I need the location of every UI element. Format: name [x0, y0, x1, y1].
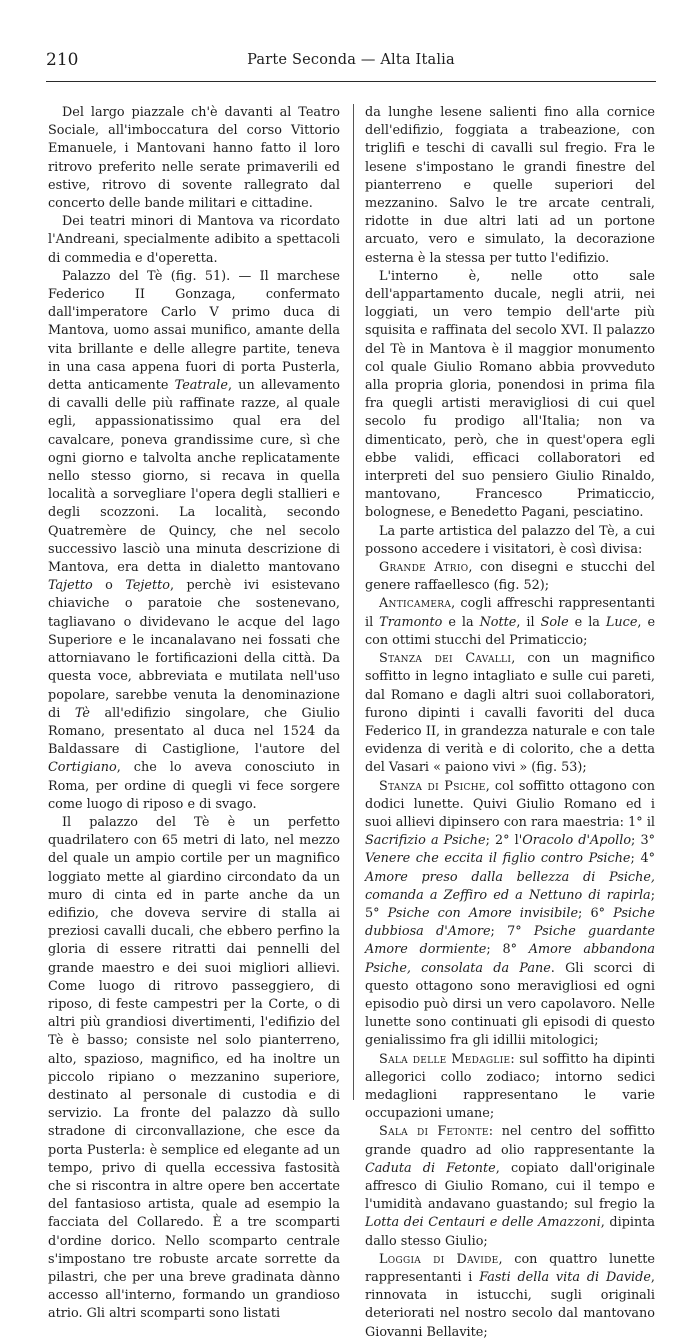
room-loggia-di-davide: Loggia di Davide, con quattro lunette rappresentanti i Fasti della vita di Davide, rinnovata in istucchi, sugli originali deteriorati nel nostro secolo dal mantovano Giovanni Bellavite;: [365, 1251, 656, 1340]
paragraph-palazzo-del-te-origin: Palazzo del Tè (fig. 51). — Il marchese Federico II Gonzaga, confermato dall'imperatore Carlo V primo duca di Mantova, uomo assai munifico, amante della vita brillante e delle allegre partite, teneva in una casa appena fuori di porta Pusterla, detta anticamente Teatrale, un allevamento di cavalli delle più raffinate razze, al quale egli, appassionatissimo qual era del cavalcare, poneva grandissime cure, sì che ogni giorno e talvolta anche replicatamente nello stesso giorno, si recava in quella località a sorvegliare l'opera degli stallieri e degli scozzoni. La località, secondo Quatremère de Quincy, che nel secolo successivo lasciò una minuta descrizione di Mantova, era detta in dialetto mantovano Tajetto o Tejetto, perchè ivi esistevano chiaviche o paratoie che sostenevano, tagliavano o dividevano le acque del lago Superiore e le incanalavano nei fossati che attorniavano le fortificazioni della città. Da questa voce, abbreviata e mutilata nell'uso popolare, sarebbe venuta la denominazione di Tè all'edifizio singolare, che Giulio Romano, presentato al duca nel 1524 da Baldassare di Castiglione, l'autore del Cortigiano, che lo aveva conosciuto in Roma, per ordine di quegli vi fece sorgere come luogo di riposo e di svago.: [48, 268, 341, 812]
left-column: [48, 104, 340, 1324]
page-number: 210: [46, 50, 79, 70]
right-column: [365, 104, 655, 1342]
paragraph-teatro-sociale: Del largo piazzale ch'è davanti al Teatro Sociale, all'imboccatura del corso Vittorio Emanuele, i Mantovani hanno fatto il loro ritrovo preferito nelle serate primaverili ed estive, ritrovo di sovente rallegrato dal concerto delle bande militari e cittadine.: [48, 105, 340, 212]
column-divider: [353, 104, 354, 1100]
room-grande-atrio: Grande Atrio, con disegni e stucchi del genere raffaellesco (fig. 52);: [365, 560, 656, 594]
page-header: [46, 50, 656, 74]
running-title: Parte Seconda — Alta Italia: [247, 52, 455, 68]
room-sala-delle-medaglie: Sala delle Medaglie: sul soffitto ha dipinti allegorici collo zodiaco; intorno sedici medaglioni rappresentano le varie occupazioni umane;: [365, 1051, 655, 1122]
paragraph-artistic-part: La parte artistica del palazzo del Tè, a cui possono accedere i visitatori, è così divisa:: [365, 523, 655, 557]
paragraph-facade-continued: da lunghe lesene salienti fino alla cornice dell'edifizio, foggiata a trabeazione, con triglifi e teschi di cavalli sul fregio. Fra le lesene s'impostano le grandi finestre del pianterreno e quelle superiori del mezzanino. Salvo le tre arcate centrali, ridotte in due altri lati ad un portone arcuato, vero e simulato, la decorazione esterna è la stessa per tutto l'edifizio.: [365, 105, 655, 266]
room-stanza-dei-cavalli: Stanza dei Cavalli, con un magnifico soffitto in legno intagliato e sulle cui pareti, dal Romano e dagli altri suoi collaboratori, furono dipinti i cavalli favoriti del duca Federico II, in grandezza naturale e con tale evidenza di verità e di colorito, che a detta del Vasari « paiono vivi » (fig. 53);: [365, 651, 655, 776]
room-anticamera: Anticamera, cogli affreschi rappresentanti il Tramonto e la Notte, il Sole e la Luce, e con ottimi stucchi del Primaticcio;: [365, 596, 656, 648]
section-title: Palazzo del Tè: [62, 268, 163, 284]
room-sala-di-fetonte: Sala di Fetonte: nel centro del soffitto grande quadro ad olio rappresentante la Caduta di Fetonte, copiato dall'originale affresco di Giulio Romano, cui il tempo e l'umidità andavano guastando; sul fregio la Lotta dei Centauri e delle Amazzoni, dipinta dallo stesso Giulio;: [365, 1124, 655, 1249]
paragraph-teatri-minori: Dei teatri minori di Mantova va ricordato l'Andreani, specialmente adibito a spettacoli di commedia e d'operetta.: [48, 214, 340, 266]
header-rule: [46, 81, 656, 82]
paragraph-interior: L'interno è, nelle otto sale dell'appartamento ducale, negli atrii, nei loggiati, un vero tempio dell'arte più squisita e raffinata del secolo XVI. Il palazzo del Tè in Mantova è il maggior monumento col quale Giulio Romano abbia provveduto alla propria gloria, ponendosi in prima fila fra quegli artisti meravigliosi di cui quel secolo fu prodigo all'Italia; non va dimenticato, però, che in quest'opera egli ebbe validi, efficaci collaboratori ed interpreti del suo pensiero Giulio Rinaldo, mantovano, Francesco Primaticcio, bolognese, e Benedetto Pagani, pesciatino.: [365, 268, 655, 521]
paragraph-palazzo-description: Il palazzo del Tè è un perfetto quadrilatero con 65 metri di lato, nel mezzo del quale un ampio cortile per un magnifico loggiato mette al giardino circondato da un muro di cinta ed in parte anche da un edifizio, che doveva servire di stalla ai preziosi cavalli ducali, che ebbero perfino la gloria di essere ritratti dai pennelli del grande maestro e dei suoi migliori allievi. Come luogo di ritrovo passeggiero, di riposo, di feste campestri per la Corte, o di altri più grandiosi divertimenti, l'edifizio del Tè è basso; consiste nel solo pianterreno, alto, spazioso, magnifico, ed ha inoltre un piccolo ripiano o mezzanino superiore, destinato al personale di custodia e di servizio. La fronte del palazzo dà sullo stradone di circonvallazione, che esce da porta Pusterla: è semplice ed elegante ad un tempo, privo di quella eccessiva fastosità che si riscontra in altre opere ben accertate del fantasioso artista, quale ad esempio la facciata del Collaredo. È a tre scomparti d'ordine dorico. Nello scomparto centrale s'impostano tre robuste arcate sorrette da pilastri, che per una breve gradinata dànno accesso all'interno, formando un grandioso atrio. Gli altri scomparti sono listati: [48, 814, 340, 1322]
room-stanza-di-psiche: Stanza di Psiche, col soffitto ottagono con dodici lunette. Quivi Giulio Romano ed i suoi allievi dipinsero con rara maestria: 1° il Sacrifizio a Psiche; 2° l'Oracolo d'Apollo; 3° Venere che eccita il figlio contro Psiche; 4° Amore preso dalla bellezza di Psiche, comanda a Zeffiro ed a Nettuno di rapirla; 5° Psiche con Amore invisibile; 6° Psiche dubbiosa d'Amore; 7° Psiche guardante Amore dormiente; 8° Amore abbandona Psiche, consolata da Pane. Gli scorci di questo ottagono sono meravigliosi ed ogni episodio può dirsi un vero capolavoro. Nelle lunette sono continuati gli episodi di questo genialissimo fra gli idillii mitologici;: [365, 778, 656, 1049]
